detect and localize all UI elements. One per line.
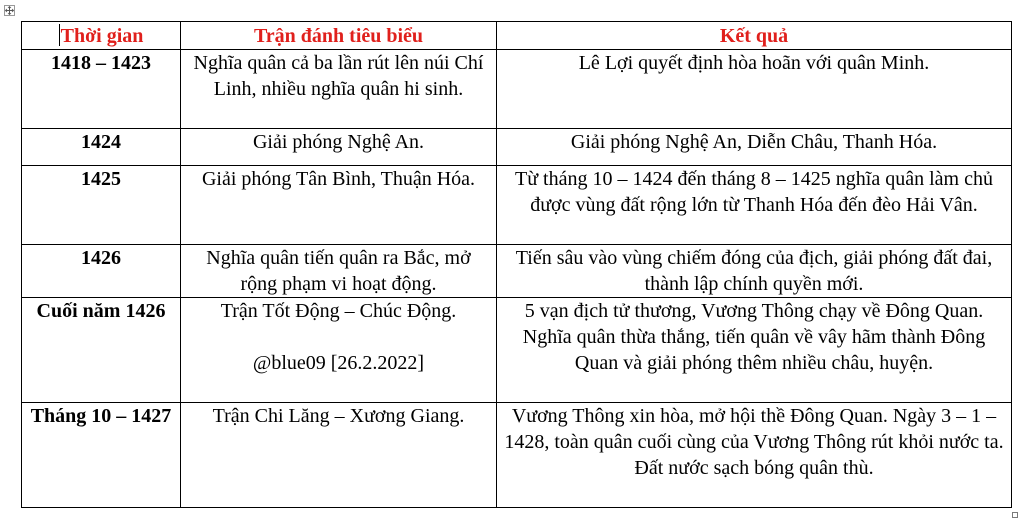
time-cell[interactable]: 1426 bbox=[22, 245, 181, 298]
battle-text: Trận Tốt Động – Chúc Động. bbox=[220, 300, 457, 322]
table-row bbox=[22, 245, 1012, 298]
result-cell[interactable]: 5 vạn địch tử thương, Vương Thông chạy về Đông Quan. Nghĩa quân thừa thắng, tiến quân về vây hãm thành Đông Quan và giải phóng thêm nhiều châu, huyện. bbox=[497, 298, 1012, 403]
header-time[interactable] bbox=[22, 22, 181, 50]
time-cell[interactable]: Cuối năm 1426 bbox=[22, 298, 181, 403]
time-cell[interactable]: 1425 bbox=[22, 166, 181, 245]
header-battle[interactable]: Trận đánh tiêu biểu bbox=[181, 22, 497, 50]
time-cell[interactable]: 1424 bbox=[22, 129, 181, 166]
result-cell[interactable]: Vương Thông xin hòa, mở hội thề Đông Quan. Ngày 3 – 1 – 1428, toàn quân cuối cùng của Vương Thông rút khỏi nước ta. Đất nước sạch bóng quân thù. bbox=[497, 403, 1012, 508]
battle-cell[interactable]: Nghĩa quân tiến quân ra Bắc, mở rộng phạm vi hoạt động. bbox=[181, 245, 497, 298]
time-cell[interactable]: Tháng 10 – 1427 bbox=[22, 403, 181, 508]
battle-cell[interactable]: Trận Chi Lăng – Xương Giang. bbox=[181, 403, 497, 508]
table-row bbox=[22, 403, 1012, 508]
battle-cell[interactable]: Nghĩa quân cả ba lần rút lên núi Chí Linh, nhiều nghĩa quân hi sinh. bbox=[181, 50, 497, 129]
table-resize-handle[interactable] bbox=[1012, 512, 1018, 518]
table-header-row bbox=[22, 22, 1012, 50]
header-time-label: Thời gian bbox=[60, 25, 144, 47]
table-row bbox=[22, 50, 1012, 129]
author-signature: @blue09 [26.2.2022] bbox=[252, 352, 425, 374]
table-row bbox=[22, 129, 1012, 166]
table-row bbox=[22, 298, 1012, 403]
battle-cell[interactable]: Giải phóng Nghệ An. bbox=[181, 129, 497, 166]
result-cell[interactable]: Tiến sâu vào vùng chiếm đóng của địch, giải phóng đất đai, thành lập chính quyền mới. bbox=[497, 245, 1012, 298]
battle-cell[interactable]: Giải phóng Tân Bình, Thuận Hóa. bbox=[181, 166, 497, 245]
table-move-handle-icon[interactable] bbox=[4, 5, 15, 16]
table-row bbox=[22, 166, 1012, 245]
text-cursor bbox=[59, 24, 60, 46]
battle-cell[interactable] bbox=[181, 298, 497, 403]
time-cell[interactable]: 1418 – 1423 bbox=[22, 50, 181, 129]
header-result[interactable]: Kết quả bbox=[497, 22, 1012, 50]
history-table bbox=[21, 21, 1012, 508]
result-cell[interactable]: Lê Lợi quyết định hòa hoãn với quân Minh. bbox=[497, 50, 1012, 129]
result-cell[interactable]: Giải phóng Nghệ An, Diễn Châu, Thanh Hóa. bbox=[497, 129, 1012, 166]
four-way-arrow-icon bbox=[5, 6, 14, 15]
result-cell[interactable]: Từ tháng 10 – 1424 đến tháng 8 – 1425 nghĩa quân làm chủ được vùng đất rộng lớn từ Thanh Hóa đến đèo Hải Vân. bbox=[497, 166, 1012, 245]
